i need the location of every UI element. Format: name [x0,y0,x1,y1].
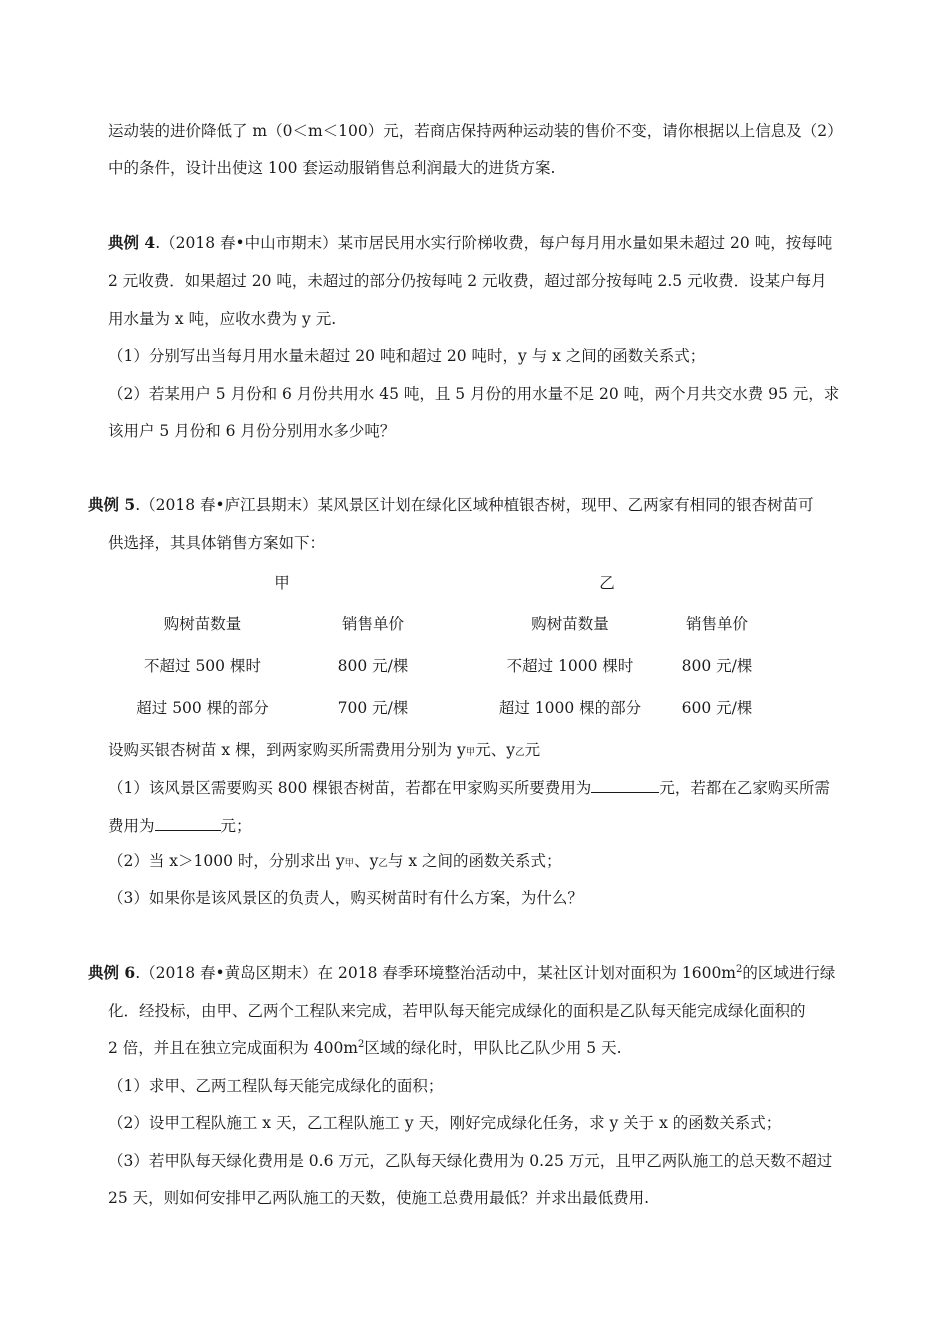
example-4-question-2b: 该用户 5 月份和 6 月份分别用水多少吨？ [108,422,396,440]
example-6-question-3b: 25 天，则如何安排甲乙两队施工的天数，使施工总费用最低？并求出最低费用. [108,1189,650,1207]
example-5-line-1 [88,495,814,515]
subscript-yi: 乙 [515,747,525,758]
table-row-2-quantity-yi: 超过 1000 棵的部分 [498,699,642,717]
answer-blank-jia[interactable] [591,776,659,793]
example-6-source: .（2018 春•黄岛区期末）在 2018 春季环境整治活动中，某社区计划对面积为 1600m [135,964,737,982]
table-row-1-price-yi: 800 元/棵 [681,657,753,675]
example-6-question-1: （1）求甲、乙两工程队每天能完成绿化的面积； [108,1077,444,1095]
line-3-text-b: 区域的绿化时，甲队比乙队少用 5 天. [364,1039,622,1057]
q1-text-c: 费用为 [108,817,155,835]
table-row-2-price-jia: 700 元/棵 [337,699,409,717]
q1-text-d: 元； [220,817,252,835]
q2-subscript-jia: 甲 [344,858,355,869]
example-6-question-3a: （3）若甲队每天绿化费用是 0.6 万元，乙队每天绿化费用为 0.25 万元，且甲乙两队施工的总天数不超过 [108,1152,833,1170]
example-4-source: .（2018 春•中山市期末）某市居民用水实行阶梯收费，每户每月用水量如果未超过 20 吨，按每吨 [155,234,833,252]
example-6-line-1-end: 的区域进行绿 [742,964,836,982]
table-header-price-jia: 销售单价 [341,615,404,633]
example-6-question-2: （2）设甲工程队施工 x 天，乙工程队施工 y 天，刚好完成绿化任务，求 y 关于 x 的函数关系式； [108,1114,782,1132]
table-header-quantity-jia: 购树苗数量 [163,615,242,633]
q2-subscript-yi: 乙 [378,858,388,869]
table-row-1-price-jia: 800 元/棵 [337,657,409,675]
example-4-line-2: 2 元收费．如果超过 20 吨，未超过的部分仍按每吨 2 元收费，超过部分按每吨 2.5 元收费．设某户每月 [108,272,827,290]
example-5-line-2: 供选择，其具体销售方案如下： [108,534,326,552]
example-4-line-3: 用水量为 x 吨，应收水费为 y 元. [108,310,337,328]
q2-text-a: （2）当 x＞1000 时，分别求出 y [108,852,345,870]
table-row-2-price-yi: 600 元/棵 [681,699,753,717]
table-row-1-quantity-yi: 不超过 1000 棵时 [506,657,634,675]
table-row-2-quantity-jia: 超过 500 棵的部分 [136,699,269,717]
example-4-line-1 [108,233,832,253]
intro-line-1: 运动装的进价降低了 m（0＜m＜100）元，若商店保持两种运动装的售价不变，请你根据以上信息及（2） [108,122,843,140]
table-header-quantity-yi: 购树苗数量 [531,615,609,633]
subscript-jia: 甲 [465,747,476,758]
answer-blank-yi[interactable] [155,814,221,831]
example-5-label: 典例 5 [88,495,136,514]
line-3-text-a: 2 倍，并且在独立完成面积为 400m [108,1039,358,1057]
table-header-price-yi: 销售单价 [685,615,748,633]
example-5-source: .（2018 春•庐江县期末）某风景区计划在绿化区域种植银杏树，现甲、乙两家有相同的银杏树苗可 [135,496,814,514]
superscript-2b: 2 [358,1038,365,1050]
example-4-question-1: （1）分别写出当每月用水量未超过 20 吨和超过 20 吨时，y 与 x 之间的函数关系式； [108,347,706,365]
example-6-line-1 [88,963,835,983]
table-row-1-quantity-jia: 不超过 500 棵时 [144,657,261,675]
setup-text-c: 元 [524,741,541,759]
example-5-question-3: （3）如果你是该风景区的负责人，购买树苗时有什么方案，为什么？ [108,889,583,907]
example-5-question-2 [108,851,562,874]
example-6-line-2: 化．经投标，由甲、乙两个工程队来完成，若甲队每天能完成绿化的面积是乙队每天能完成绿化面积的 [108,1002,806,1020]
intro-line-2: 中的条件，设计出使这 100 套运动服销售总利润最大的进货方案. [108,159,556,177]
example-5-question-1a [108,776,830,798]
q1-text-b: 元，若都在乙家购买所需 [659,779,830,797]
q2-text-b: 、y [354,852,379,870]
example-5-question-1b [108,814,252,836]
example-5-setup [108,740,540,763]
table-vendor-yi: 乙 [599,574,615,592]
setup-text-a: 设购买银杏树苗 x 棵，到两家购买所需费用分别为 y [108,741,466,759]
example-6-label: 典例 6 [88,963,136,982]
table-vendor-jia: 甲 [274,574,290,592]
q1-text-a: （1）该风景区需要购买 800 棵银杏树苗，若都在甲家购买所要费用为 [108,779,592,797]
q2-text-c: 与 x 之间的函数关系式； [387,852,562,870]
superscript-2: 2 [736,963,743,975]
setup-text-b: 元、y [475,741,516,759]
example-6-line-3 [108,1038,622,1058]
example-4-question-2a: （2）若某用户 5 月份和 6 月份共用水 45 吨，且 5 月份的用水量不足 20 吨，两个月共交水费 95 元，求 [108,385,840,403]
example-4-label: 典例 4 [108,233,156,252]
